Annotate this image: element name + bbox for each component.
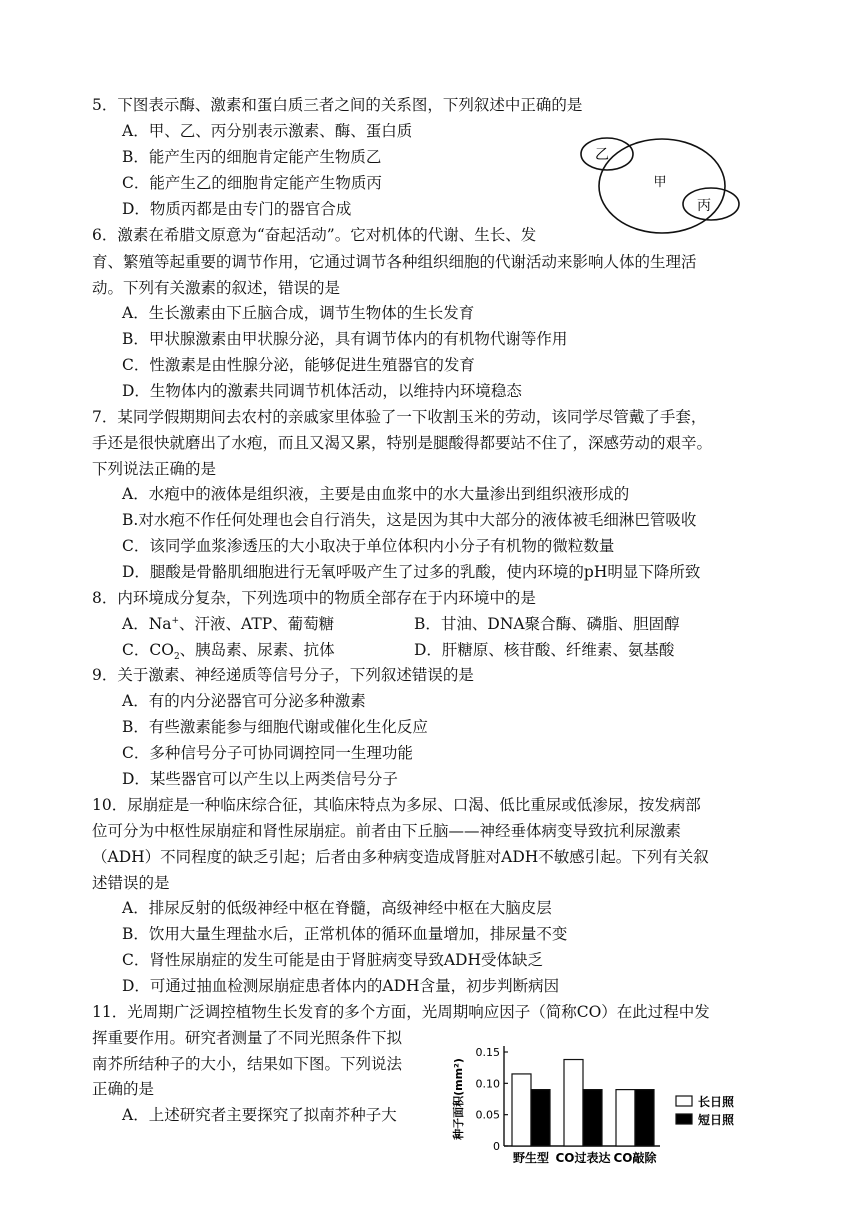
q7-option-b[interactable]: B.对水疱不作任何处理也会自行消失，这是因为其中大部分的液体被毛细淋巴管吸收 (122, 511, 697, 529)
q11-stem-line4: 正确的是 (92, 1080, 155, 1098)
chart-category-label: CO敲除 (613, 1151, 657, 1165)
chart-y-axis-title: 种子面积(mm²) (452, 1058, 465, 1140)
q8-stem: 8．内环境成分复杂，下列选项中的物质全部存在于内环境中的是 (92, 589, 536, 607)
q10-stem-line4: 述错误的是 (92, 874, 170, 892)
chart-bar (635, 1090, 654, 1146)
q8-option-a-sup: + (171, 615, 180, 626)
q8-option-d[interactable]: D．肝糖原、核苷酸、纤维素、氨基酸 (414, 641, 675, 659)
q6-stem-line2: 育、繁殖等起重要的调节作用，它通过调节各种组织细胞的代谢活动来影响人体的生理活 (92, 253, 697, 271)
q9-stem: 9．关于激素、神经递质等信号分子，下列叙述错误的是 (92, 666, 474, 684)
q9-option-a[interactable]: A．有的内分泌器官可分泌多种激素 (122, 692, 366, 710)
q10-option-a[interactable]: A．排尿反射的低级神经中枢在脊髓，高级神经中枢在大脑皮层 (122, 899, 552, 917)
q6-option-a[interactable]: A．生长激素由下丘脑合成，调节生物体的生长发育 (122, 304, 475, 322)
chart-legend-swatch (676, 1114, 692, 1124)
chart-y-tick-label: 0 (493, 1140, 500, 1153)
chart-category-label: 野生型 (512, 1151, 550, 1165)
q9-option-b[interactable]: B．有些激素能参与细胞代谢或催化生化反应 (122, 718, 428, 736)
q7-stem-line2: 手还是很快就磨出了水疱，而且又渴又累，特别是腿酸得都要站不住了，深感劳动的艰辛。 (92, 434, 713, 452)
q8-option-a-rest: 、汗液、ATP、葡萄糖 (179, 615, 335, 633)
venn-label-yi: 乙 (595, 147, 609, 163)
q7-option-a[interactable]: A．水疱中的液体是组织液，主要是由血浆中的水大量渗出到组织液形成的 (122, 485, 630, 503)
q5-stem: 5．下图表示酶、激素和蛋白质三者之间的关系图，下列叙述中正确的是 (92, 96, 583, 114)
q7-stem-line3: 下列说法正确的是 (92, 460, 217, 478)
q7-stem-line1: 7．某同学假期期间去农村的亲戚家里体验了一下收割玉米的劳动，该同学尽管戴了手套， (92, 408, 707, 426)
q5-option-c[interactable]: C．能产生乙的细胞肯定能产生物质丙 (122, 174, 382, 192)
chart-legend-label: 短日照 (698, 1113, 735, 1127)
q6-option-b[interactable]: B．甲状腺激素由甲状腺分泌，具有调节体内的有机物代谢等作用 (122, 330, 568, 348)
q10-stem-line1: 10．尿崩症是一种临床综合征，其临床特点为多尿、口渴、低比重尿或低渗尿，按发病部 (92, 796, 701, 814)
venn-label-jia: 甲 (653, 175, 667, 190)
q7-option-d[interactable]: D．腿酸是骨骼肌细胞进行无氧呼吸产生了过多的乳酸，使内环境的pH明显下降所致 (122, 563, 701, 581)
q8-option-a[interactable] (122, 614, 334, 634)
q11-stem-line3: 南芥所结种子的大小，结果如下图。下列说法 (92, 1055, 403, 1073)
q6-stem-line3: 动。下列有关激素的叙述，错误的是 (92, 279, 341, 297)
chart-y-tick-label: 0.05 (475, 1108, 500, 1122)
q10-stem-line2: 位可分为中枢性尿崩症和肾性尿崩症。前者由下丘脑——神经垂体病变导致抗利尿激素 (92, 822, 682, 840)
q8-option-c-rest: 、胰岛素、尿素、抗体 (179, 641, 335, 659)
q6-option-d[interactable]: D．生物体内的激素共同调节机体活动，以维持内环境稳态 (122, 382, 522, 400)
q5-option-a[interactable]: A．甲、乙、丙分别表示激素、酶、蛋白质 (122, 122, 413, 140)
chart-y-tick-label: 0.10 (475, 1077, 500, 1091)
q6-stem-line1: 6．激素在希腊文原意为“奋起活动”。它对机体的代谢、生长、发 (92, 226, 537, 244)
q8-option-b[interactable]: B．甘油、DNA聚合酶、磷脂、胆固醇 (414, 615, 680, 633)
q7-option-c[interactable]: C．该同学血浆渗透压的大小取决于单位体积内小分子有机物的微粒数量 (122, 537, 615, 555)
q11-stem-line1: 11．光周期广泛调控植物生长发育的多个方面，光周期响应因子（简称CO）在此过程中发 (92, 1003, 710, 1021)
q8-option-c-sub: 2 (173, 652, 180, 663)
q10-option-d[interactable]: D．可通过抽血检测尿崩症患者体内的ADH含量，初步判断病因 (122, 977, 560, 995)
q10-stem-line3: （ADH）不同程度的缺乏引起；后者由多种病变造成肾脏对ADH不敏感引起。下列有关叙 (92, 848, 709, 866)
chart-bar (531, 1090, 550, 1146)
q10-option-c[interactable]: C．肾性尿崩症的发生可能是由于肾脏病变导致ADH受体缺乏 (122, 951, 543, 969)
chart-bar (564, 1060, 583, 1146)
q8-option-c[interactable] (122, 640, 335, 663)
chart-bar (583, 1090, 602, 1146)
chart-legend-swatch (676, 1096, 692, 1106)
venn-diagram (580, 128, 750, 238)
q6-option-c[interactable]: C．性激素是由性腺分泌，能够促进生殖器官的发育 (122, 356, 475, 374)
chart-legend-label: 长日照 (698, 1095, 735, 1109)
venn-label-bing: 丙 (697, 198, 711, 214)
chart-bar (512, 1074, 531, 1146)
q5-option-b[interactable]: B．能产生丙的细胞肯定能产生物质乙 (122, 148, 382, 166)
q8-option-c-text: C．CO (122, 641, 174, 659)
q5-option-d[interactable]: D．物质丙都是由专门的器官合成 (122, 200, 352, 218)
q11-option-a[interactable]: A．上述研究者主要探究了拟南芥种子大 (122, 1106, 397, 1124)
seed-area-bar-chart (448, 1040, 748, 1170)
chart-bar (616, 1090, 635, 1146)
q11-stem-line2: 挥重要作用。研究者测量了不同光照条件下拟 (92, 1029, 403, 1047)
q10-option-b[interactable]: B．饮用大量生理盐水后，正常机体的循环血量增加，排尿量不变 (122, 925, 568, 943)
chart-category-label: CO过表达 (555, 1151, 611, 1165)
q9-option-d[interactable]: D．某些器官可以产生以上两类信号分子 (122, 770, 398, 788)
chart-y-tick-label: 0.15 (475, 1046, 500, 1059)
q9-option-c[interactable]: C．多种信号分子可协同调控同一生理功能 (122, 744, 413, 762)
q8-option-a-text: A．Na (122, 615, 172, 633)
